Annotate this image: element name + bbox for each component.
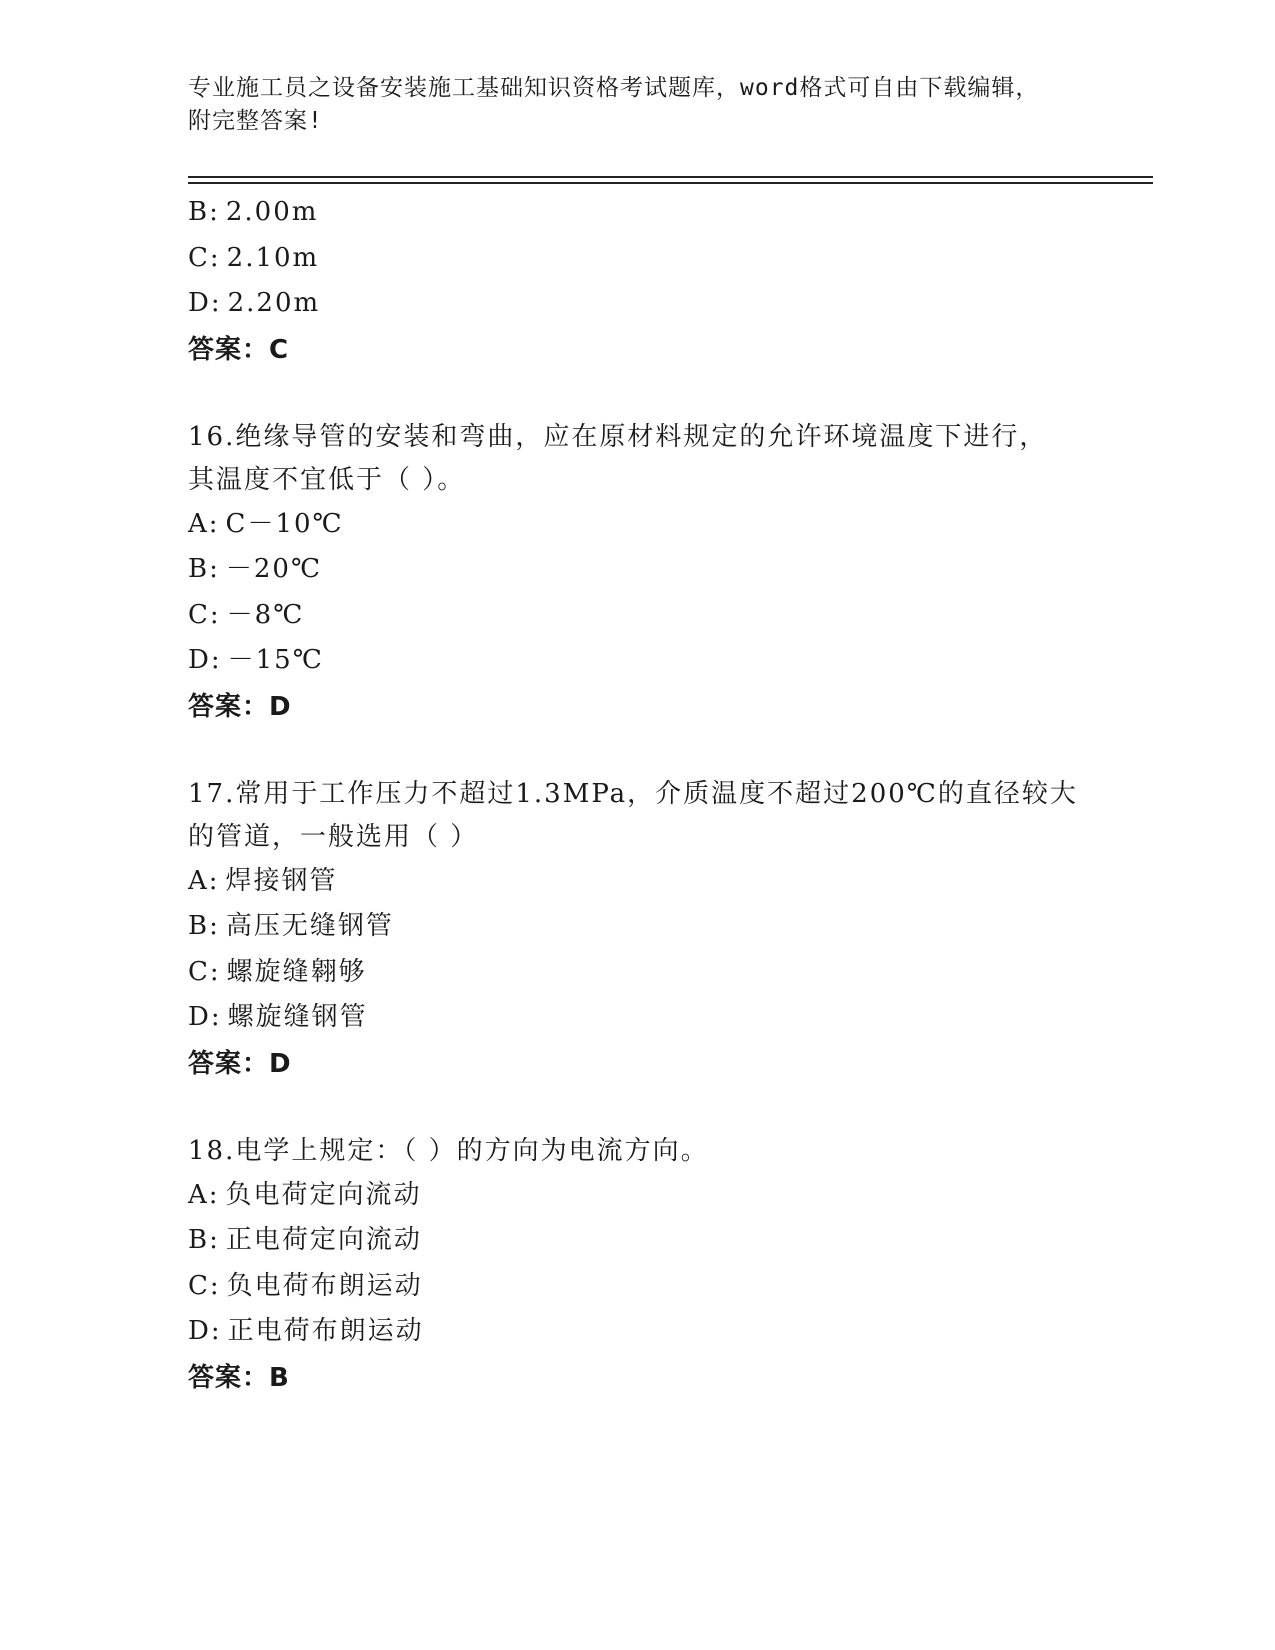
option-d: D: －15℃	[188, 645, 324, 675]
document-body	[188, 190, 1088, 1401]
option-c: C: 负电荷布朗运动	[188, 1270, 423, 1301]
question-stem: 16.绝缘导管的安装和弯曲，应在原材料规定的允许环境温度下进行，	[188, 421, 1048, 452]
option-b: B: 高压无缝钢管	[188, 911, 394, 941]
question-stem: 18.电学上规定：（ ）的方向为电流方向。	[188, 1135, 709, 1166]
header-line-2: 附完整答案!	[188, 108, 323, 134]
question-16	[188, 416, 1088, 730]
header-divider-bottom	[188, 182, 1153, 184]
question-stem-cont: 的管道，一般选用（ ）	[188, 821, 479, 852]
option-c: C: －8℃	[188, 599, 305, 630]
option-a: A: 焊接钢管	[188, 865, 338, 896]
answer-line: 答案：D	[188, 691, 292, 722]
option-d: D: 螺旋缝钢管	[188, 1002, 368, 1032]
option-d: D: 正电荷布朗运动	[188, 1316, 424, 1346]
header-line-1: 专业施工员之设备安装施工基础知识资格考试题库，word格式可自由下载编辑，	[188, 75, 1040, 101]
question-15-continued	[188, 190, 1088, 373]
option-c: C: 2.10m	[188, 242, 320, 273]
answer-line: 答案：D	[188, 1048, 292, 1079]
question-stem: 17.常用于工作压力不超过1.3MPa，介质温度不超过200℃的直径较大	[188, 778, 1078, 809]
answer-line: 答案：C	[188, 334, 290, 365]
option-d: D: 2.20m	[188, 288, 321, 318]
header-divider-top	[188, 176, 1153, 178]
option-b: B: 2.00m	[188, 197, 319, 227]
option-a: A: C－10℃	[188, 508, 344, 539]
option-b: B: －20℃	[188, 554, 323, 584]
answer-line: 答案：B	[188, 1362, 290, 1393]
question-stem-cont: 其温度不宜低于（ ）。	[188, 464, 466, 495]
question-18	[188, 1130, 1088, 1401]
option-b: B: 正电荷定向流动	[188, 1225, 422, 1255]
question-17	[188, 773, 1088, 1087]
option-c: C: 螺旋缝翱够	[188, 956, 367, 987]
option-a: A: 负电荷定向流动	[188, 1179, 422, 1210]
page-header	[188, 72, 1088, 138]
